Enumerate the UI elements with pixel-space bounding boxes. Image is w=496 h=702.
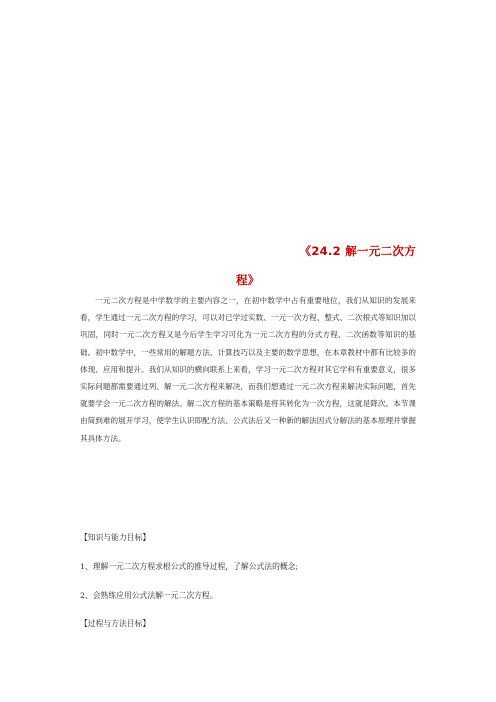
title-line-2: 程》 <box>236 273 260 287</box>
goal-item-2: 2、会熟练应用公式法解一元二次方程。 <box>80 591 218 600</box>
title-line-1: 《24.2 解一元二次方 <box>299 244 416 258</box>
document-title <box>80 237 416 295</box>
process-method-heading: 【过程与方法目标】 <box>80 619 151 628</box>
goal-item-1: 1、理解一元二次方程求根公式的推导过程，了解公式法的概念; <box>80 562 299 571</box>
intro-paragraph: 一元二次方程是中学数学的主要内容之一，在初中数学中占有重要地位，我们从知识的发展来看，学生通过一元二次方程的学习，可以对已学过实数、一元一次方程、整式、二次根式等知识加以巩固，同时一元二次方程又是今后学生学习可化为一元二次方程的分式方程、二次函数等知识的基础。初中数学中，一些常用的解题方法、计算技巧以及主要的数学思想，在本章教材中都有比较多的体现、应用和提升。我们从知识的横向联系上来看，学习一元二次方程对其它学科有重要意义，很多实际问题都需要通过列、解一元二次方程来解决，而我们想通过一元二次方程来解决实际问题，首先就要学会一元二次方程的解法。解二次方程的基本策略是将其转化为一次方程，这就是降次。本节课由简到难的展开学习，使学生认识即配方法、公式法后又一种新的解法因式分解法的基本原理并掌握其具体方法。 <box>80 296 416 443</box>
knowledge-ability-heading: 【知识与能力目标】 <box>80 533 151 542</box>
